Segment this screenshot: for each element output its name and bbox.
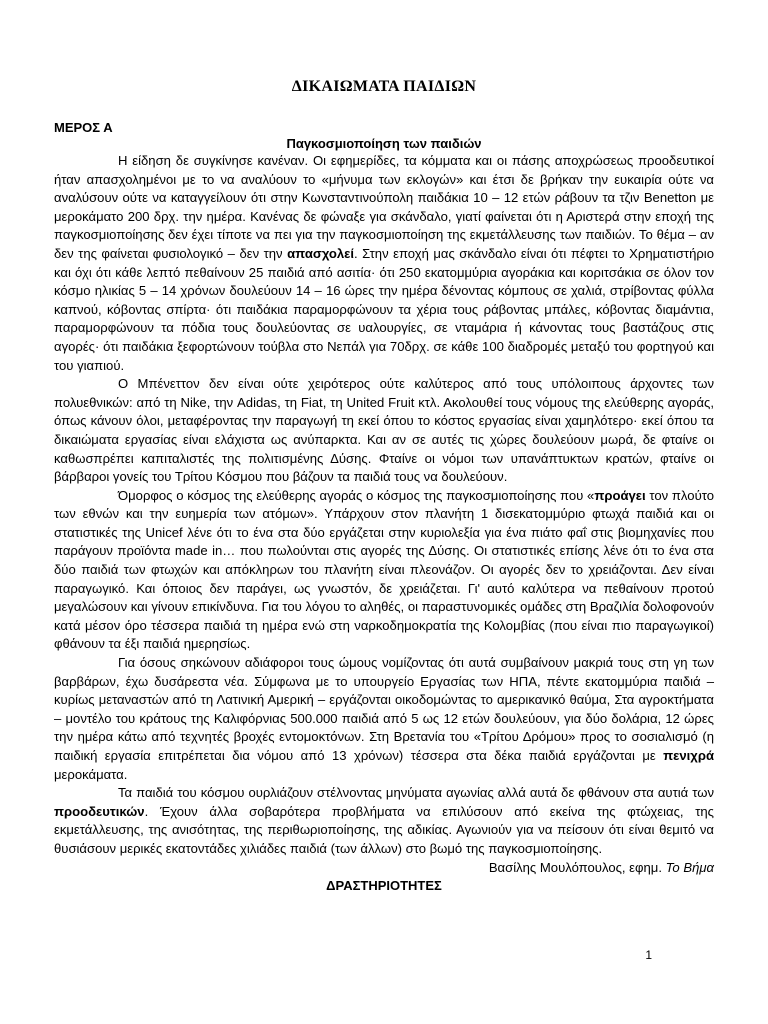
paragraph-3: Όμορφος ο κόσμος της ελεύθερης αγοράς ο κόσμος της παγκοσμιοποίησης που «προάγει τον πλούτο των εθνών και την ευημερία των ατόμων». Υπάρχουν στον πλανήτη 1 δισεκατομμύριο φτωχά παιδιά και οι στατιστικές της Unicef λένε ότι το ένα στα δύο εργάζεται στην κυριολεξία για ένα πιάτο φαΐ στις βιομηχανίες που παράγουν προϊόντα made in… που πωλούνται στις αγορές της Δύσης. Οι στατιστικές επίσης λένε ότι το ένα στα δύο παιδιά των φτωχών και απόκληρων του πλανήτη είναι πλεονάζον. Οι αγορές δεν το χρειάζονται. Δεν είναι παραγωγικό. Και όποιος δεν παράγει, ως γνωστόν, δε χρειάζεται. Γι' αυτό καλύτερα να πεθαίνουν προτού μεγαλώσουν και γίνουν επικίνδυνα. Για του λόγου το αληθές, οι παραστυνομικές ομάδες στη Βραζιλία δολοφονούν κατά μέσον όρο τέσσερα παιδιά τη ημέρα ενώ στη ναρκοδημοκρατία της Κολομβίας (που είναι πιο παραγωγικοί) φθάνουν τα έξι παιδιά ημερησίως. (54, 487, 714, 652)
byline-newspaper: Το Βήμα (665, 859, 714, 875)
bold-word: πενιχρά (663, 748, 714, 763)
paragraph-1: Η είδηση δε συγκίνησε κανέναν. Οι εφημερίδες, τα κόμματα και οι πάσης αποχρώσεως προοδευτικοί ήταν απασχολημένοι με το να αναλύουν το «μήνυμα των εκλογών» και έτσι δε βρήκαν την ευκαιρία ούτε να αναλύσουν ούτε να καταγγείλουν ότι στην Κωνσταντινούπολη παιδάκια 10 – 12 ετών ράβουν τα τζιν Benetton με μεροκάματο 200 δρχ. την ημέρα. Κανένας δε φώναξε για σκάνδαλο, γιατί φαίνεται ότι η Αριστερά στην εποχή της παγκοσμιοποίησης δεν έχει τίποτε να πει για την παγκοσμιοποίηση της εκμετάλλευσης των παιδιών. Το θέμα – αν δεν της φαίνεται φυσιολογικό – δεν την απασχολεί. Στην εποχή μας σκάνδαλο είναι ότι πέφτει το Χρηματιστήριο και όχι ότι κάθε λεπτό πεθαίνουν 25 παιδιά από ασιτία· ότι 250 εκατομμύρια αγοράκια και κοριτσάκια σε όλον τον κόσμο ηλικίας 5 – 14 χρόνων δουλεύουν 14 – 16 ώρες την ημέρα δένοντας κόμπους σε χαλιά, στρίβοντας φύλλα καπνού, κόβοντας σπίρτα· ότι παιδάκια παραμορφώνουν τα χέρια τους ράβοντας μπάλες, κόβοντας διαμάντια, παραμορφώνουν τα πόδια τους δουλεύοντας σε υαλουργίες, σε νταμάρια ή κάνοντας τους βαστάζους στις αγορές· ότι παιδάκια ξεφορτώνουν τούβλα στο Νεπάλ για 70δρχ. σε κάθε 100 διαδρομές μεταξύ του φορτηγού και του γιαπιού. (54, 153, 715, 373)
document-title: ΔΙΚΑΙΩΜΑΤΑ ΠΑΙΔΙΩΝ (291, 78, 477, 95)
bold-word: προοδευτικών (54, 803, 145, 819)
byline-author: Βασίλης Μουλόπουλος, εφημ. (488, 859, 666, 875)
paragraph-2: Ο Μπένεττον δεν είναι ούτε χειρότερος ούτε καλύτερος από τους υπόλοιπους άρχοντες των πολυεθνικών: από τη Nike, την Adidas, τη Fiat, τη United Fruit κτλ. Ακολουθεί τους νόμους της ελεύθερης αγοράς, όπως κάνουν όλοι, μεταφέροντας την παραγωγή τη εκεί όπου το κόστος εργασίας είναι χαμηλότερο· εκεί όπου τα δικαιώματα εργασίας είναι ελάχιστα ως ανύπαρκτα. Και αν σε αυτές τις χώρες δουλεύουν μωρά, δε φταίνε οι καθωσπρέπει καπιταλιστές της πολιτισμένης Δύσης. Φταίνε οι νόμοι των υπανάπτυκτων κρατών, φταίνε οι βάρβαροι γονείς του Τρίτου Κόσμου που βάζουν τα παιδιά τους να δουλεύουν. (54, 376, 714, 485)
activities-heading: ΔΡΑΣΤΗΡΙΟΤΗΤΕΣ (326, 878, 442, 894)
bold-word: προάγει (594, 487, 646, 503)
section-title: Παγκοσμιοποίηση των παιδιών (286, 136, 482, 151)
paragraph-4: Για όσους σηκώνουν αδιάφοροι τους ώμους νομίζοντας ότι αυτά συμβαίνουν μακριά τους στη γη των βαρβάρων, έχω δυσάρεστα νέα. Σύμφωνα με το υπουργείο Εργασίας των ΗΠΑ, πέντε εκατομμύρια παιδιά – κυρίως μεταναστών από τη Λατινική Αμερική – εργάζονται οικοδομώντας το αμερικανικό θαύμα, Στα αγροκτήματα – μοντέλο του κράτους της Καλιφόρνιας 500.000 παιδιά από 5 ως 12 ετών δουλεύουν, για δύο δολάρια, 12 ώρες την ημέρα κάτω από τεχνητές βροχές εντομοκτόνων. Στη Βρετανία του «Τρίτου Δρόμου» προς το σοσιαλισμό (η παιδική εργασία επιτρέπεται δια νόμου από 13 χρόνων) τέσσερα στα δέκα παιδιά εργάζονται με πενιχρά μεροκάματα. (54, 655, 714, 782)
bold-word: απασχολεί (287, 245, 355, 261)
byline (54, 859, 714, 878)
part-heading: ΜΕΡΟΣ Α (54, 120, 113, 135)
article-body (54, 152, 714, 859)
paragraph-5: Τα παιδιά του κόσμου ουρλιάζουν στέλνοντας μηνύματα αγωνίας αλλά αυτά δε φθάνουν στα αυτιά των προοδευτικών. Έχουν άλλα σοβαρότερα προβλήματα να επιλύσουν από εκείνα της φτώχειας, της εκμετάλλευσης, της ανισότητας, της περιθωριοποίησης, της αδικίας. Αγωνιούν για να πείσουν ότι είναι θεμιτό να θυσιάσουν μερικές εκατοντάδες χιλιάδες παιδιά (των άλλων) στο βωμό της παγκοσμιοποίησης. (54, 785, 714, 856)
page-number: 1 (645, 948, 652, 962)
